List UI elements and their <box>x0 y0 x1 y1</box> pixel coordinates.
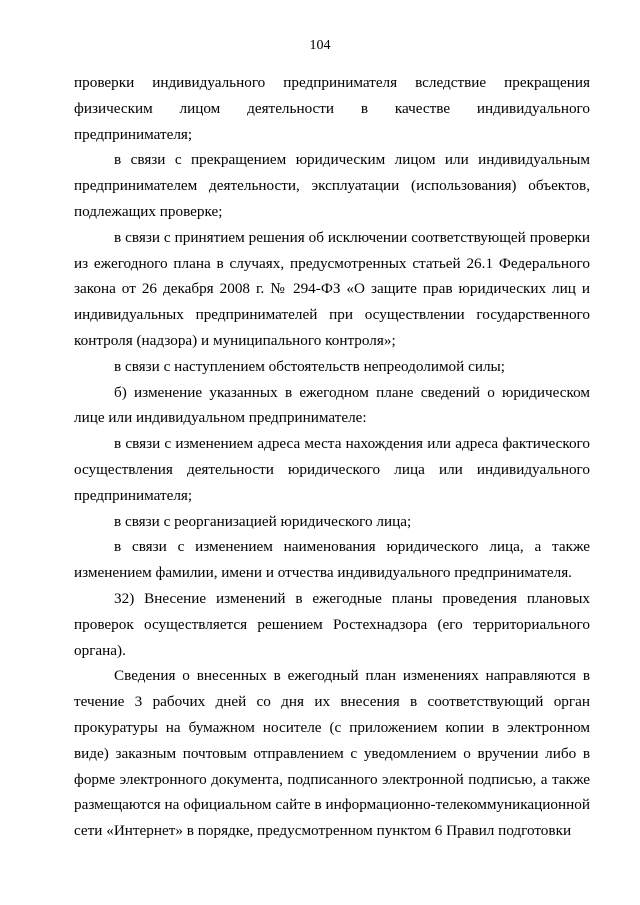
paragraph-4: в связи с наступлением обстоятельств непреодолимой силы; <box>114 357 505 375</box>
paragraph-6: в связи с изменением адреса места нахождения или адреса фактического осуществления деятельности юридического лица или индивидуального предпринимателя; <box>74 435 590 504</box>
paragraph-8: в связи с изменением наименования юридического лица, а также изменением фамилии, имени и отчества индивидуального предпринимателя. <box>74 538 590 582</box>
paragraph-5: б) изменение указанных в ежегодном плане сведений о юридическом лице или индивидуальном предпринимателе: <box>74 383 590 427</box>
paragraph-7: в связи с реорганизацией юридического лица; <box>114 512 412 530</box>
document-body <box>74 70 590 844</box>
paragraph-3: в связи с принятием решения об исключении соответствующей проверки из ежегодного плана в случаях, предусмотренных статьей 26.1 Федерального закона от 26 декабря 2008 г. № 294-ФЗ «О защите прав юридических лиц и индивидуальных предпринимателей при осуществлении государственного контроля (надзора) и муниципального контроля»; <box>74 228 590 349</box>
page-number: 104 <box>309 38 331 53</box>
paragraph-10: Сведения о внесенных в ежегодный план изменениях направляются в течение 3 рабочих дней со дня их внесения в соответствующий орган прокуратуры на бумажном носителе (с приложением копии в электронном виде) заказным почтовым отправлением с уведомлением о вручении либо в форме электронного документа, подписанного электронной подписью, а также размещаются на официальном сайте в информационно-телекоммуникационной сети «Интернет» в порядке, предусмотренном пунктом 6 Правил подготовки <box>74 667 590 840</box>
paragraph-2: в связи с прекращением юридическим лицом или индивидуальным предпринимателем деятельности, эксплуатации (использования) объектов, подлежащих проверке; <box>74 151 590 220</box>
paragraph-1: проверки индивидуального предпринимателя вследствие прекращения физическим лицом деятельности в качестве индивидуального предпринимателя; <box>74 74 590 143</box>
paragraph-9: 32) Внесение изменений в ежегодные планы проведения плановых проверок осуществляется решением Ростехнадзора (его территориального органа). <box>74 589 590 659</box>
